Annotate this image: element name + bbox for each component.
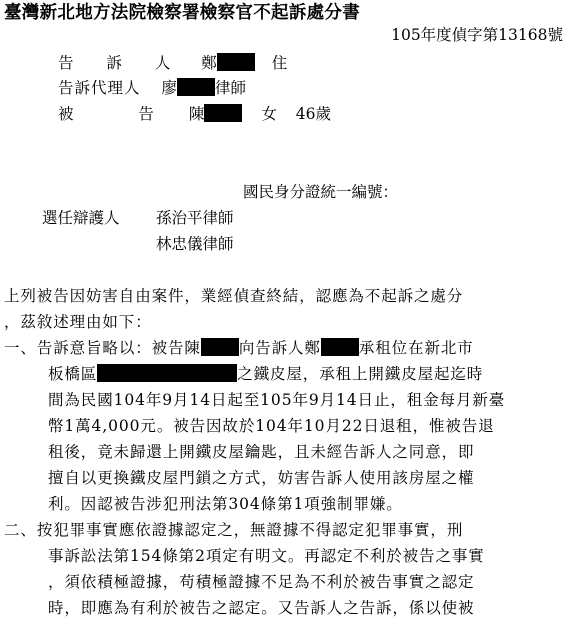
defendant-age: 46歲 [295, 105, 332, 123]
defendant-row [58, 104, 331, 124]
section-1-line-2 [48, 364, 483, 384]
text-span: 按犯罪事實應依證據認定之，無證據不得認定犯罪事實，刑 [36, 521, 464, 539]
text-span: 告訴意旨略以：被告陳 [36, 339, 201, 357]
section-1-line-3: 間為民國104年9月14日起至105年9月14日止，租金每月新臺 [48, 391, 506, 409]
agent-row [58, 78, 246, 98]
agent-label: 告訴代理人 [58, 79, 141, 97]
section-2-line-2: 事訴訟法第154條第2項定有明文。再認定不利於被告之事實 [48, 547, 485, 565]
complainant-row [58, 53, 287, 73]
agent-name: 廖 [161, 79, 177, 97]
defendant-name: 陳 [188, 105, 205, 123]
defendant-label: 被 告 [58, 105, 184, 123]
defendant-gender: 女 [261, 105, 277, 123]
redaction-bar [217, 53, 255, 71]
redaction-bar [204, 104, 242, 122]
section-1-line-6: 擅自以更換鐵皮屋門鎖之方式，妨害告訴人使用該房屋之權 [48, 469, 475, 487]
text-span: 承租位在新北市 [358, 339, 474, 357]
redaction-bar [177, 78, 215, 96]
text-span: 板橋區 [48, 365, 98, 383]
id-number-label: 國民身分證統一編號： [243, 183, 399, 201]
redaction-bar [321, 338, 359, 356]
complainant-suffix: 住 [271, 54, 288, 72]
intro-line-2: ，茲敘述理由如下： [4, 313, 152, 331]
defense-lawyer-2: 林忠儀律師 [156, 235, 234, 253]
section-1-line-4: 幣1萬4,000元。被告因故於104年10月22日退租，惟被告退 [48, 417, 495, 435]
text-span: 之鐵皮屋，承租上開鐵皮屋起迄時 [237, 365, 484, 383]
defense-counsel-label: 選任辯護人 [42, 209, 120, 227]
case-number: 105年度偵字第13168號 [391, 26, 563, 44]
text-span: 向告訴人鄭 [238, 339, 321, 357]
section-2-number: 二、 [4, 521, 37, 539]
complainant-label: 告 訴 人 [58, 54, 185, 72]
section-1-line-1 [4, 338, 474, 358]
section-2-line-4: 時，即應為有利於被告之認定。又告訴人之告訴，係以使被 [48, 599, 475, 617]
section-1-line-7: 利。因認被告涉犯刑法第304條第1項強制罪嫌。 [48, 495, 403, 513]
section-1-line-5: 租後，竟未歸還上開鐵皮屋鑰匙，且未經告訴人之同意，即 [48, 443, 475, 461]
redaction-bar [201, 338, 239, 356]
defense-lawyer-1: 孫治平律師 [156, 209, 234, 227]
agent-suffix: 律師 [214, 79, 246, 97]
section-2-line-1 [4, 520, 463, 540]
section-1-number: 一、 [4, 339, 37, 357]
complainant-name: 鄭 [201, 54, 217, 72]
redaction-bar [97, 364, 237, 382]
intro-line-1: 上列被告因妨害自由案件，業經偵查終結，認應為不起訴之處分 [4, 287, 464, 305]
section-2-line-3: ，須依積極證據，苟積極證據不足為不利於被告事實之認定 [48, 573, 475, 591]
document-title: 臺灣新北地方法院檢察署檢察官不起訴處分書 [4, 3, 360, 23]
